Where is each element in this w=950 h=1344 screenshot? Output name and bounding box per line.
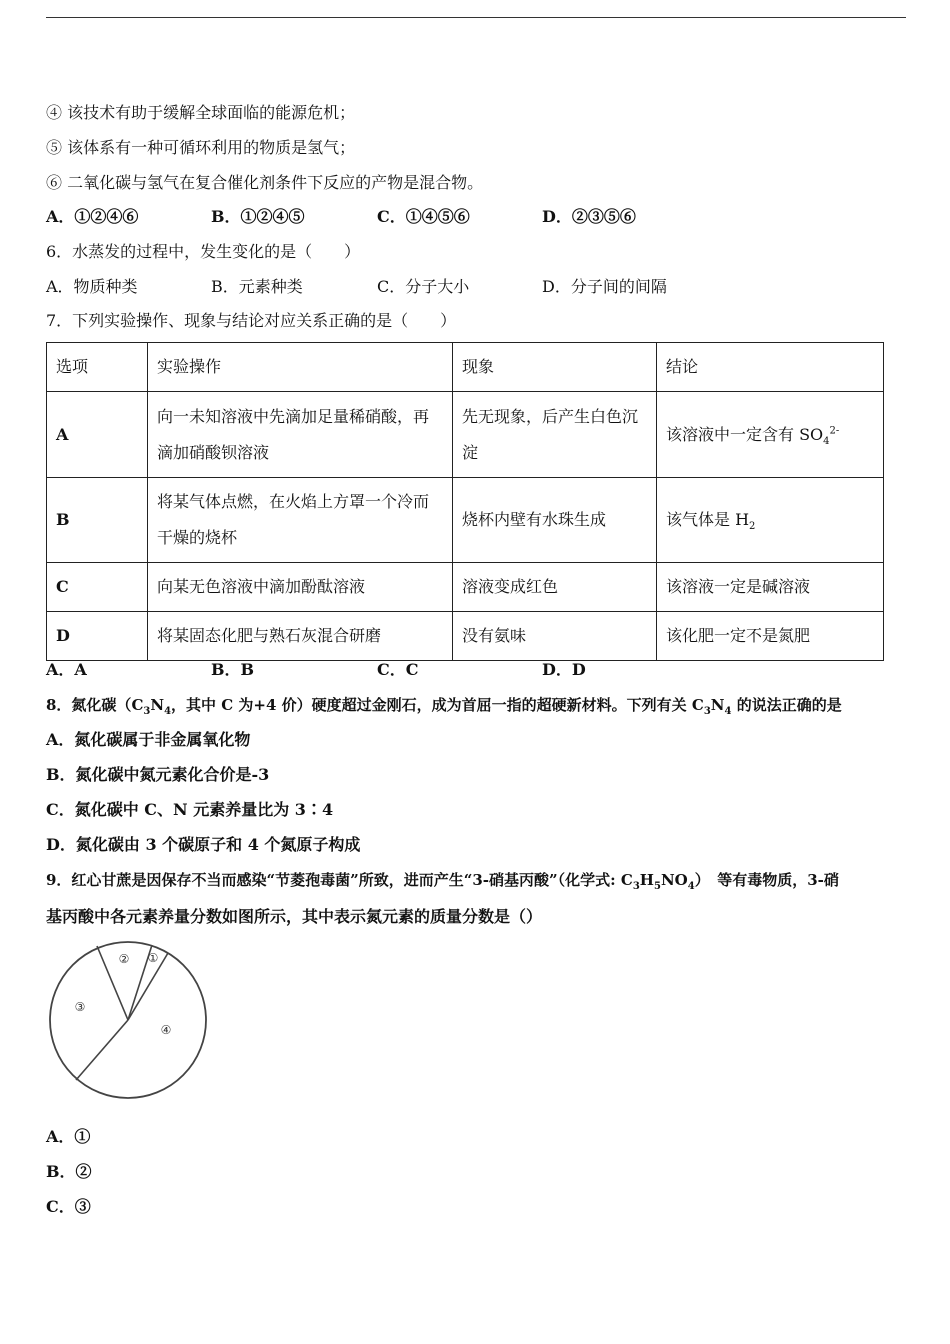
statement-4: ④ 该技术有助于缓解全球面临的能源危机； — [46, 103, 356, 122]
table-row — [47, 392, 884, 478]
header-option: 选项 — [47, 343, 148, 392]
q9-stem-line2: 基丙酸中各元素养量分数如图所示，其中表示氮元素的质量分数是（） — [46, 907, 543, 926]
q7-table — [46, 342, 884, 661]
q8-option-b[interactable]: B．氮化碳中氮元素化合价是-3 — [46, 765, 270, 784]
q7-option-a[interactable]: A．A — [46, 660, 87, 679]
q8-option-d[interactable]: D．氮化碳由 3 个碳原子和 4 个氮原子构成 — [46, 835, 361, 854]
row-operation: 向某无色溶液中滴加酚酞溶液 — [148, 563, 453, 612]
row-label: A — [47, 392, 148, 478]
row-phenomenon: 烧杯内壁有水珠生成 — [453, 478, 657, 563]
q9-option-c[interactable]: C．③ — [46, 1197, 91, 1216]
row-conclusion: 该溶液中一定含有 $SO_4^{2-}$ — [657, 392, 884, 478]
q6-stem: 6．水蒸发的过程中，发生变化的是（ ） — [46, 242, 361, 261]
row-phenomenon: 没有氨味 — [453, 612, 657, 661]
pie-label-2: ② — [118, 952, 130, 966]
q7-option-b[interactable]: B．B — [211, 660, 255, 679]
q7-option-d[interactable]: D．D — [542, 660, 586, 679]
pie-label-1: ① — [147, 951, 159, 965]
q9-stem-line1: 9．红心甘蔗是因保存不当而感染“节菱孢毒菌”所致，进而产生“3-硝基丙酸”（化学式: $C_3H_5NO_4$） 等有毒物质，3-硝 — [46, 871, 839, 892]
row-operation: 将某气体点燃，在火焰上方罩一个冷而 干燥的烧杯 — [148, 478, 453, 563]
header-phenomenon: 现象 — [453, 343, 657, 392]
row-conclusion: 该气体是 $H_2$ — [657, 478, 884, 563]
row-conclusion: 该溶液一定是碱溶液 — [657, 563, 884, 612]
row-operation: 向一未知溶液中先滴加足量稀硝酸，再 滴加硝酸钡溶液 — [148, 392, 453, 478]
element-mass-fraction-pie — [46, 938, 216, 1103]
statement-5: ⑤ 该体系有一种可循环利用的物质是氢气； — [46, 138, 356, 157]
q8-stem: 8．氮化碳（$C_3N_4$，其中 C 为+4 价）硬度超过金刚石，成为首屈一指的超硬新材料。下列有关 $C_3N_4$ 的说法正确的是 — [46, 696, 842, 717]
header-rule — [46, 17, 906, 18]
q5-option-a[interactable]: A．①②④⑥ — [46, 207, 139, 226]
q6-option-b[interactable]: B．元素种类 — [211, 277, 303, 296]
row-phenomenon: 先无现象，后产生白色沉 淀 — [453, 392, 657, 478]
table-row — [47, 612, 884, 661]
header-operation: 实验操作 — [148, 343, 453, 392]
q6-option-d[interactable]: D．分子间的间隔 — [542, 277, 667, 296]
row-operation: 将某固态化肥与熟石灰混合研磨 — [148, 612, 453, 661]
q5-option-b[interactable]: B．①②④⑤ — [211, 207, 305, 226]
pie-label-4: ④ — [160, 1023, 172, 1037]
q7-stem: 7．下列实验操作、现象与结论对应关系正确的是（ ） — [46, 311, 457, 330]
row-phenomenon: 溶液变成红色 — [453, 563, 657, 612]
table-row — [47, 478, 884, 563]
row-conclusion: 该化肥一定不是氮肥 — [657, 612, 884, 661]
table-row — [47, 563, 884, 612]
statement-6: ⑥ 二氧化碳与氢气在复合催化剂条件下反应的产物是混合物。 — [46, 173, 484, 192]
q9-option-b[interactable]: B．② — [46, 1162, 92, 1181]
pie-divider — [76, 1020, 128, 1080]
q9-option-a[interactable]: A．① — [46, 1127, 91, 1146]
q8-option-c[interactable]: C．氮化碳中 C、N 元素养量比为 3∶4 — [46, 800, 334, 819]
q5-option-d[interactable]: D．②③⑤⑥ — [542, 207, 636, 226]
q6-option-a[interactable]: A．物质种类 — [46, 277, 138, 296]
row-label: D — [47, 612, 148, 661]
pie-label-3: ③ — [74, 1000, 86, 1014]
header-conclusion: 结论 — [657, 343, 884, 392]
table-header-row — [47, 343, 884, 392]
row-label: B — [47, 478, 148, 563]
row-label: C — [47, 563, 148, 612]
q5-option-c[interactable]: C．①④⑤⑥ — [377, 207, 470, 226]
q8-option-a[interactable]: A．氮化碳属于非金属氧化物 — [46, 730, 251, 749]
q6-option-c[interactable]: C．分子大小 — [377, 277, 470, 296]
q7-option-c[interactable]: C．C — [377, 660, 419, 679]
